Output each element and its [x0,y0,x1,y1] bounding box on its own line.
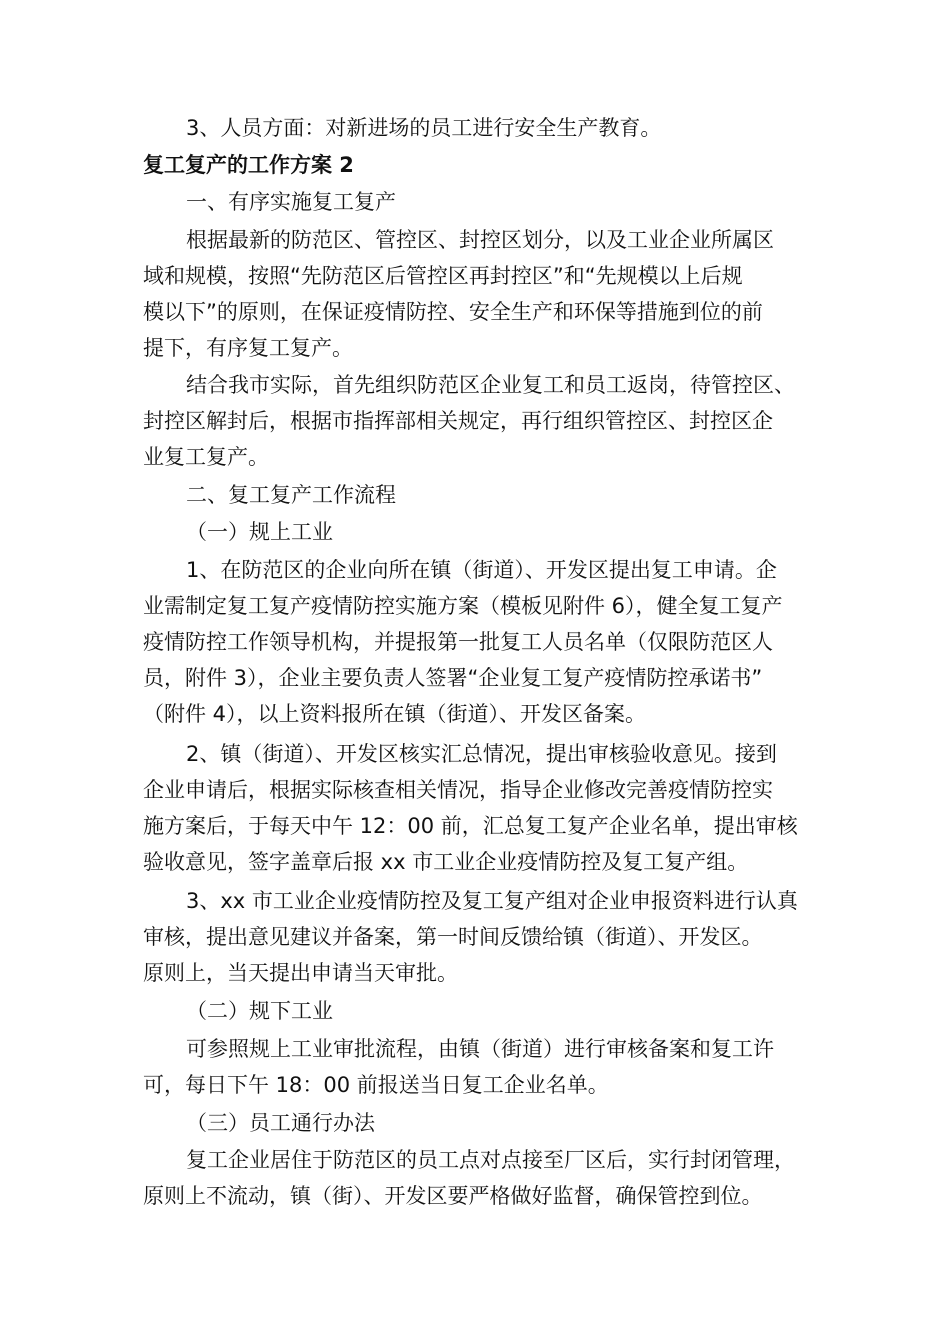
paragraph-line: 疫情防控工作领导机构，并提报第一批复工人员名单（仅限防范区人 [143,630,773,654]
paragraph-line: 提下，有序复工复产。 [143,336,353,360]
paragraph-line: 结合我市实际，首先组织防范区企业复工和员工返岗，待管控区、 [186,373,795,397]
paragraph-line: （附件 4），以上资料报所在镇（街道）、开发区备案。 [143,702,647,726]
section-heading: 复工复产的工作方案 2 [143,153,354,177]
paragraph-line: 模以下”的原则，在保证疫情防控、安全生产和环保等措施到位的前 [143,300,763,324]
subsection-heading: （一）规上工业 [186,520,333,544]
subsection-heading: 二、复工复产工作流程 [186,483,396,507]
paragraph-line: 业需制定复工复产疫情防控实施方案（模板见附件 6），健全复工复产 [143,594,783,618]
paragraph-line: 审核，提出意见建议并备案，第一时间反馈给镇（街道）、开发区。 [143,925,763,949]
paragraph-line: 3、xx 市工业企业疫情防控及复工复产组对企业申报资料进行认真 [186,889,798,913]
paragraph-line: 封控区解封后，根据市指挥部相关规定，再行组织管控区、封控区企 [143,409,773,433]
paragraph-line: 1、在防范区的企业向所在镇（街道）、开发区提出复工申请。企 [186,558,777,582]
paragraph-line: 可，每日下午 18：00 前报送当日复工企业名单。 [143,1073,609,1097]
paragraph-line: 施方案后，于每天中午 12：00 前，汇总复工复产企业名单，提出审核 [143,814,798,838]
paragraph-line: 2、镇（街道）、开发区核实汇总情况，提出审核验收意见。接到 [186,742,777,766]
paragraph-line: 根据最新的防范区、管控区、封控区划分，以及工业企业所属区 [186,228,774,252]
paragraph-line: 验收意见，签字盖章后报 xx 市工业企业疫情防控及复工复产组。 [143,850,749,874]
paragraph-line: 企业申请后，根据实际核查相关情况，指导企业修改完善疫情防控实 [143,778,773,802]
paragraph-line: 域和规模，按照“先防范区后管控区再封控区”和“先规模以上后规 [143,264,743,288]
paragraph-line: 原则上不流动，镇（街）、开发区要严格做好监督，确保管控到位。 [143,1184,763,1208]
subsection-heading: （三）员工通行办法 [186,1111,375,1135]
paragraph-line: 3、人员方面：对新进场的员工进行安全生产教育。 [186,116,662,140]
paragraph-line: 复工企业居住于防范区的员工点对点接至厂区后，实行封闭管理， [186,1148,795,1172]
subsection-heading: （二）规下工业 [186,999,333,1023]
subsection-heading: 一、有序实施复工复产 [186,190,396,214]
paragraph-line: 员，附件 3），企业主要负责人签署“企业复工复产疫情防控承诺书” [143,666,763,690]
paragraph-line: 可参照规上工业审批流程，由镇（街道）进行审核备案和复工许 [186,1037,774,1061]
paragraph-line: 业复工复产。 [143,445,269,469]
paragraph-line: 原则上，当天提出申请当天审批。 [143,961,458,985]
